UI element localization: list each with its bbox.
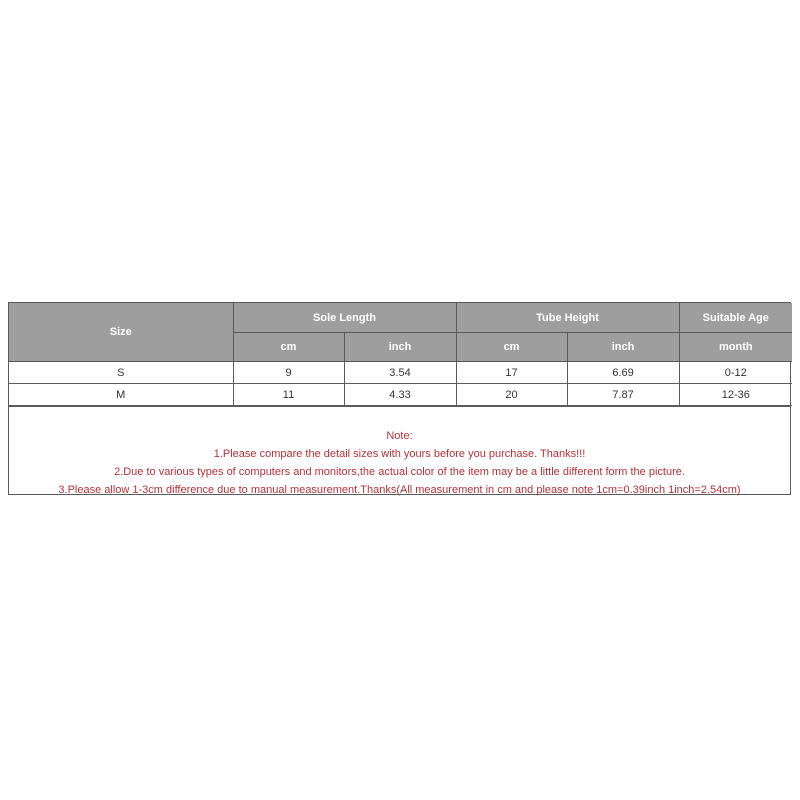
table-row bbox=[9, 384, 792, 406]
size-header: Size bbox=[9, 303, 233, 362]
size-cell: S bbox=[9, 362, 233, 384]
sole-cm-cell: 9 bbox=[233, 362, 344, 384]
age-cell: 0-12 bbox=[679, 362, 792, 384]
tube-height-header: Tube Height bbox=[456, 303, 679, 333]
sole-cm-header: cm bbox=[233, 333, 344, 362]
age-month-header: month bbox=[679, 333, 792, 362]
size-cell: M bbox=[9, 384, 233, 406]
tube-inch-cell: 6.69 bbox=[567, 362, 679, 384]
tube-cm-cell: 17 bbox=[456, 362, 567, 384]
note-line-3: 3.Please allow 1-3cm difference due to manual measurement.Thanks(All measurement in cm and please note 1cm=0.39inch 1inch=2.54cm) bbox=[58, 484, 741, 496]
sole-inch-header: inch bbox=[344, 333, 456, 362]
tube-inch-header: inch bbox=[567, 333, 679, 362]
table-row bbox=[9, 362, 792, 384]
age-cell: 12-36 bbox=[679, 384, 792, 406]
note-title: Note: bbox=[386, 430, 413, 442]
sole-inch-cell: 4.33 bbox=[344, 384, 456, 406]
sole-length-header: Sole Length bbox=[233, 303, 456, 333]
tube-cm-cell: 20 bbox=[456, 384, 567, 406]
sole-inch-cell: 3.54 bbox=[344, 362, 456, 384]
note-line-2: 2.Due to various types of computers and monitors,the actual color of the item may be a little different form the picture. bbox=[114, 466, 685, 478]
size-table bbox=[9, 303, 792, 406]
sole-cm-cell: 11 bbox=[233, 384, 344, 406]
tube-cm-header: cm bbox=[456, 333, 567, 362]
header-row-groups bbox=[9, 303, 792, 333]
note-line-1: 1.Please compare the detail sizes with yours before you purchase. Thanks!!! bbox=[213, 448, 586, 460]
size-chart bbox=[8, 302, 791, 495]
tube-inch-cell: 7.87 bbox=[567, 384, 679, 406]
notes-section bbox=[9, 406, 790, 494]
suitable-age-header: Suitable Age bbox=[679, 303, 792, 333]
